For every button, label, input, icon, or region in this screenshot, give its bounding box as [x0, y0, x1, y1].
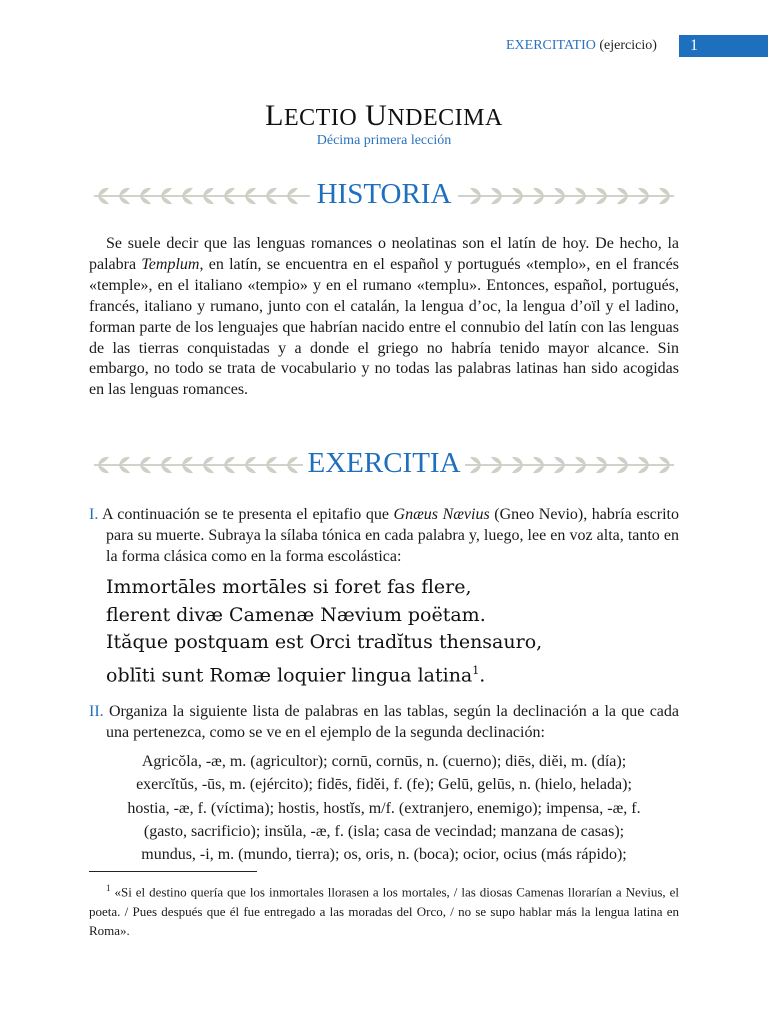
running-title: EXERCITATIO	[506, 38, 596, 53]
footnote	[89, 879, 679, 941]
historia-heading	[88, 176, 680, 216]
poem-line: flerent divæ Camenæ Nævium poëtam.	[106, 603, 486, 626]
exercise-1-text-b: (Gneo Nevio), habría escrito para su muerte. Subraya la sílaba tónica en cada palabra y, luego, lee en voz alta, tanto en la forma clásica como en la forma escolástica:	[106, 506, 679, 565]
page-number-box	[679, 35, 768, 57]
historia-paragraph	[89, 234, 679, 401]
exercise-2	[89, 701, 679, 743]
word-list-line: hostia, -æ, f. (víctima); hostis, hostĭs, m/f. (extranjero, enemigo); impensa, -æ, f.	[127, 799, 641, 817]
poem-line	[106, 657, 666, 690]
title-word2-rest: NDECIMA	[387, 105, 503, 131]
exercise-1	[89, 504, 679, 567]
footnote-divider	[89, 871, 257, 872]
exercise-1-text-a: A continuación se te presenta el epitafio que	[98, 506, 394, 523]
running-subtitle: (ejercicio)	[599, 38, 657, 53]
poem-line: Ităque postquam est Orci tradĭtus thensauro,	[106, 631, 543, 654]
word-list-line: exercĭtŭs, -ūs, m. (ejército); fidēs, fidĕi, f. (fe); Gelū, gelūs, n. (hielo, helada);	[136, 776, 632, 794]
footnote-text: «Si el destino quería que los inmortales llorasen a los mortales, / las diosas Camenas llorarían a Nevius, el poeta. / Pues después que él fue entregado a las moradas del Orco, / no se supo hablar más la lengua latina en Roma».	[89, 884, 679, 939]
exercitia-heading	[88, 445, 680, 485]
exercise-1-number: I.	[89, 506, 99, 523]
title-initial: U	[365, 99, 388, 132]
word-list-line: mundus, -i, m. (mundo, tierra); os, oris, n. (boca); ocior, ocius (más rápido);	[141, 846, 627, 864]
epitaph-poem	[106, 574, 666, 690]
exercise-2-number: II.	[89, 703, 104, 720]
poem-line: Immortāles mortāles si foret fas flere,	[106, 576, 472, 598]
historia-title: HISTORIA	[313, 178, 456, 210]
word-list-line: (gasto, sacrificio); insŭla, -æ, f. (isla; casa de vecindad; manzana de casas);	[143, 822, 625, 840]
page-number: 1	[690, 37, 698, 54]
title-word1-rest: ECTIO	[284, 105, 358, 131]
exercise-1-name: Gnæus Nævius	[393, 506, 490, 523]
word-list	[92, 750, 676, 866]
exercise-2-text: Organiza la siguiente lista de palabras en las tablas, según la declinación a la que cada una pertenezca, como se ve en el ejemplo de la segunda declinación:	[103, 703, 679, 741]
exercitia-title: EXERCITIA	[303, 447, 464, 479]
word-list-line: Agricŏla, -æ, m. (agricultor); cornū, cornūs, n. (cuerno); diēs, diĕi, m. (día);	[141, 753, 627, 770]
poem-line-4-end: .	[479, 664, 486, 687]
footnote-mark: 1	[106, 883, 111, 893]
historia-term: Templum	[141, 255, 200, 273]
page-subtitle: Décima primera lección	[316, 133, 452, 148]
running-header	[506, 36, 657, 56]
footnote-reference[interactable]: 1	[472, 663, 480, 677]
poem-line-4-text: oblīti sunt Romæ loquier lingua latina	[106, 664, 473, 687]
title-initial: L	[265, 99, 284, 132]
historia-text-b: , en latín, se encuentra en el español y portugués «templo», en el francés «temple», en el italiano «tempio» y en el rumano «templu». Entonces, español, portugués, francés, italiano y rumano, junto con el catalán, la lengua d’oc, la lengua d’oïl y el ladino, forman parte de los lenguajes que habrían nacido entre el connubio del latín con las lenguas de las tierras conquistadas y a donde el griego no habría tenido mayor alcance. Sin embargo, no todo se trata de vocabulario y no todas las palabras latinas han sido acogidas en las lenguas romances.	[89, 255, 679, 399]
historia-text-a: Se suele decir que las lenguas romances o neolatinas son el latín de hoy. De hecho, la palabra	[89, 235, 679, 273]
page-title	[0, 96, 768, 138]
